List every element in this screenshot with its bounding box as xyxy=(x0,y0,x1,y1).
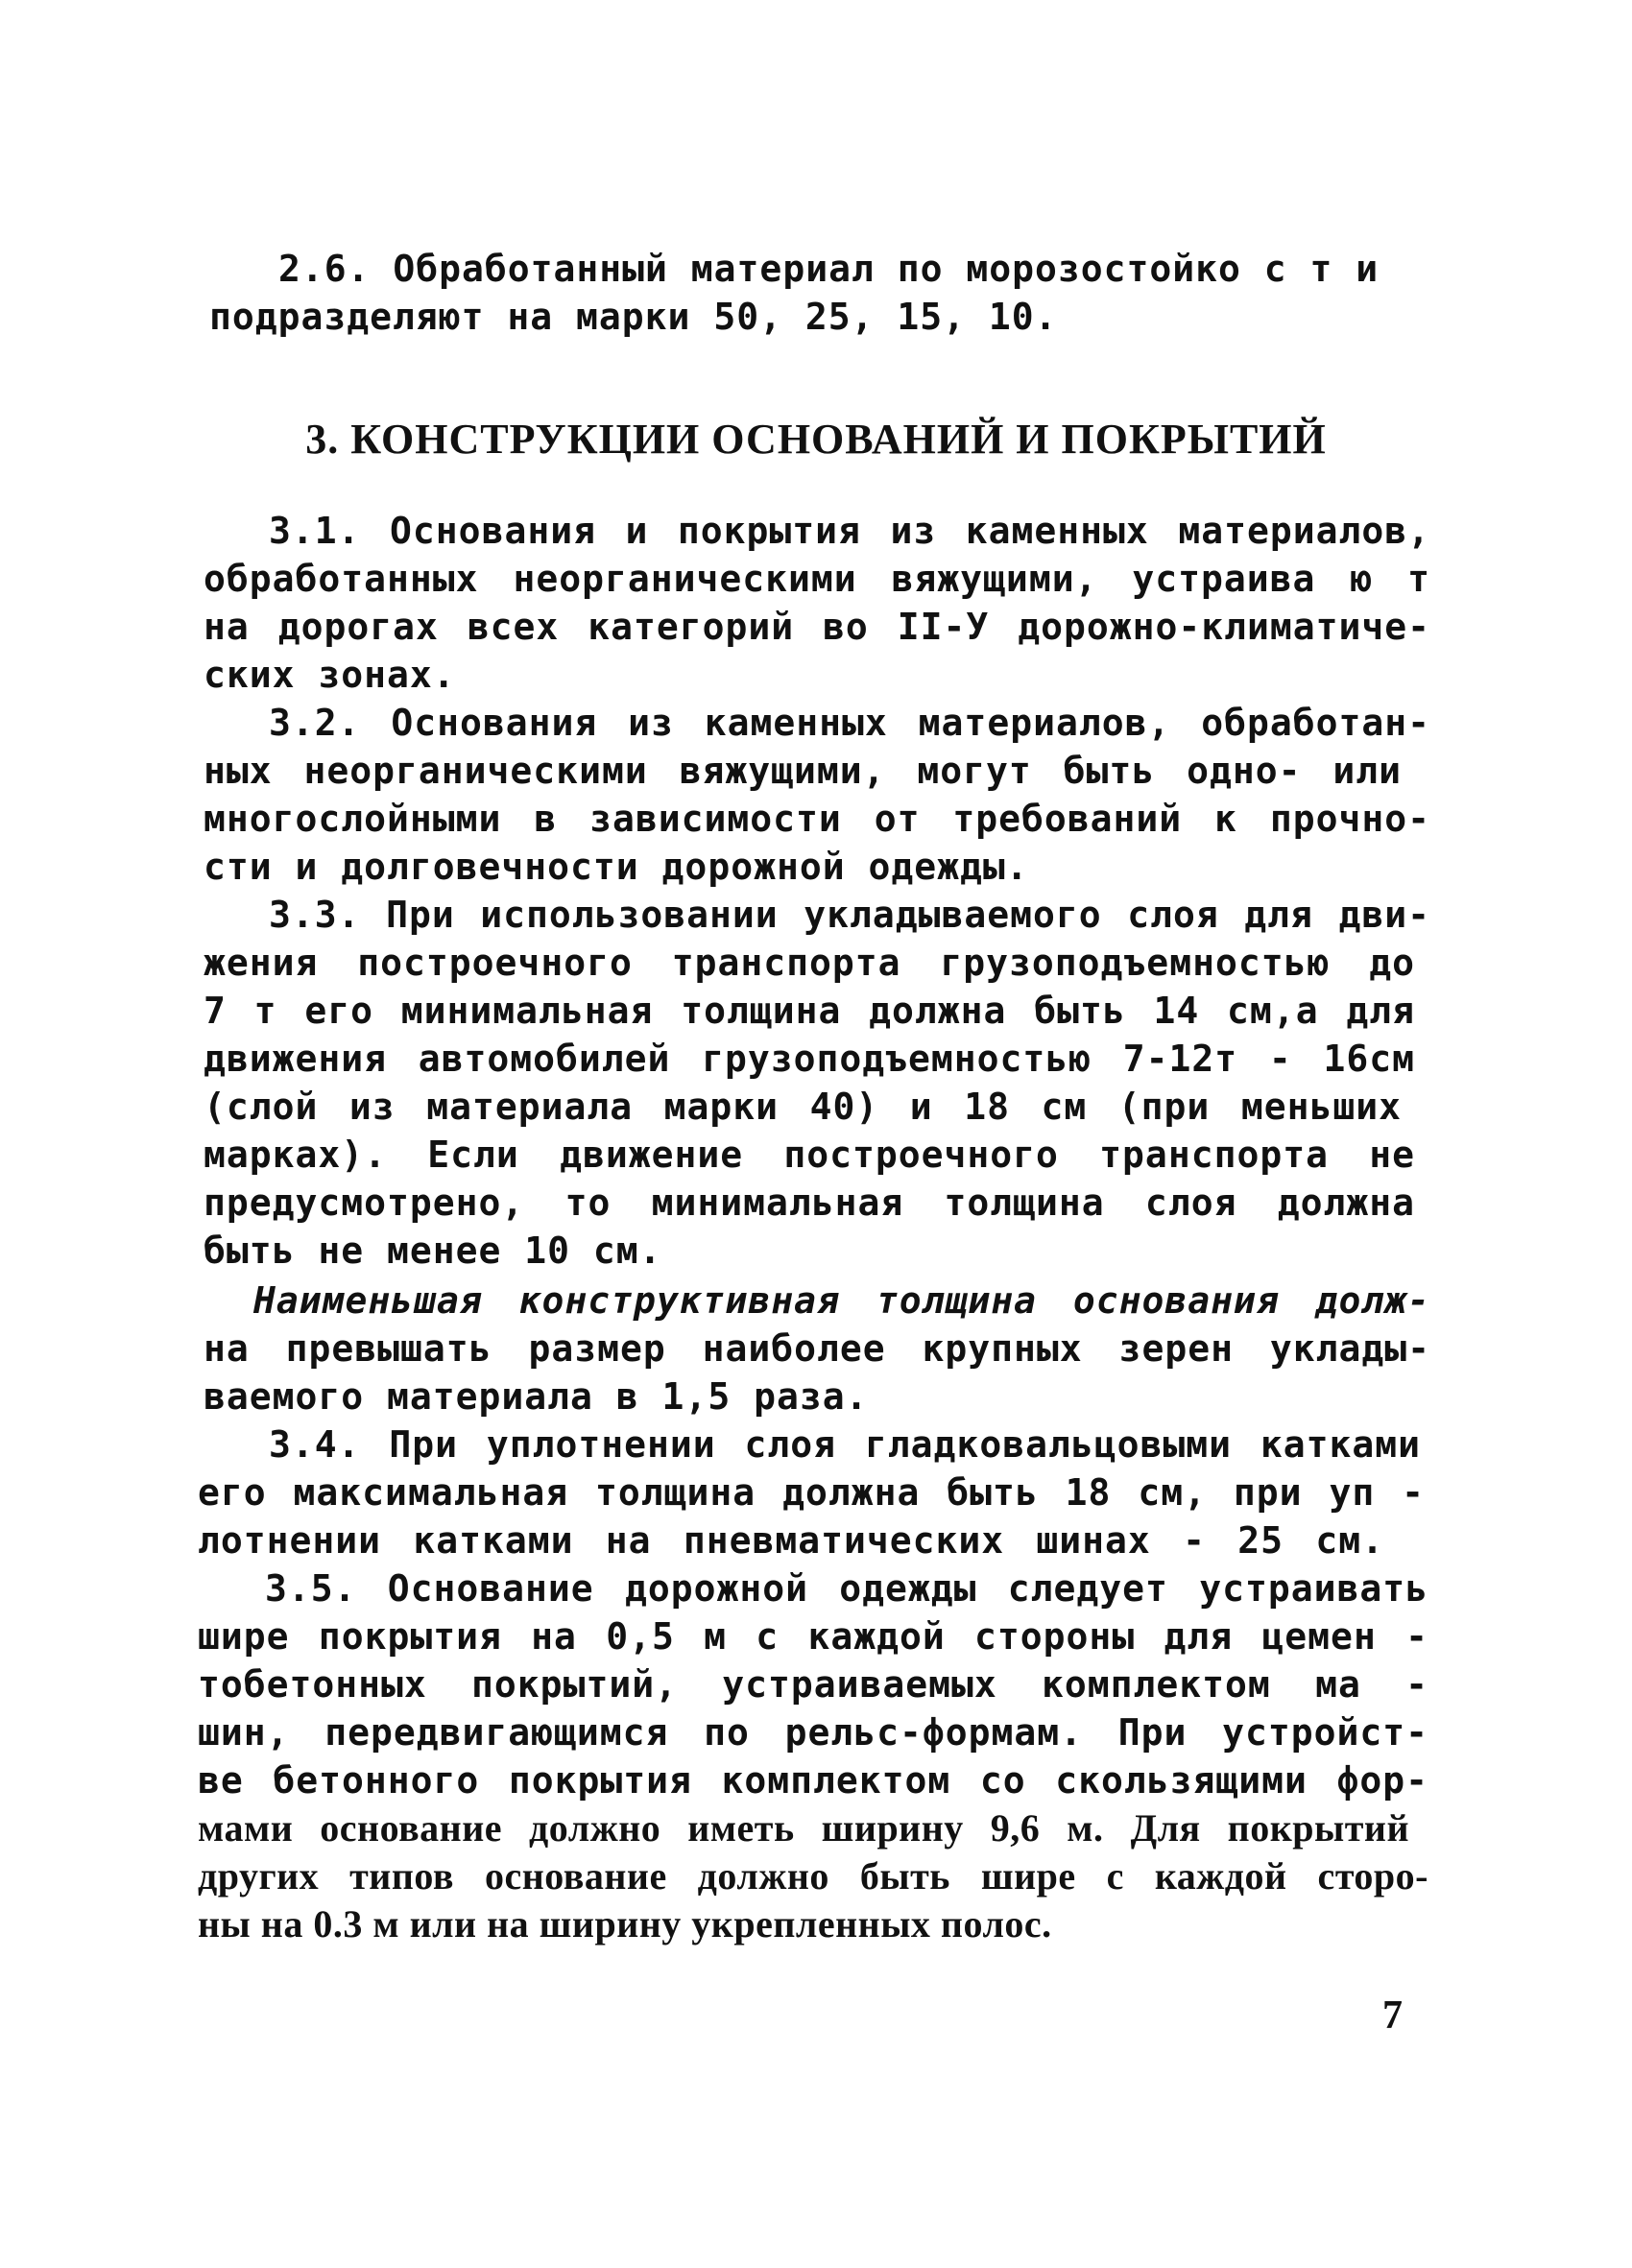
text-line: подразделяют на марки 50, 25, 15, 10. xyxy=(209,296,1058,338)
text-line: других типов основание должно быть шире с каждой сторо- xyxy=(198,1854,1428,1898)
text-line: его максимальная толщина должна быть 18 см, при уп - xyxy=(198,1471,1425,1514)
text-line: 7 т его минимальная толщина должна быть 14 см,а для xyxy=(204,990,1415,1032)
text-line: ских зонах. xyxy=(204,654,456,696)
text-line: 3.3. При использовании укладываемого слоя для дви- xyxy=(269,894,1430,936)
text-line: движения автомобилей грузоподъемностью 7-12т - 16см xyxy=(204,1038,1415,1080)
text-line: предусмотрено, то минимальная толщина слоя должна xyxy=(204,1182,1415,1224)
text-line: на дорогах всех категорий во II-У дорожно-климатиче- xyxy=(204,606,1430,648)
text-line: 3.4. При уплотнении слоя гладковальцовыми катками xyxy=(269,1423,1421,1466)
text-line: ве бетонного покрытия комплектом со скользящими фор- xyxy=(198,1759,1428,1802)
text-line: на превышать размер наиболее крупных зерен уклады- xyxy=(204,1327,1430,1370)
text-line: мами основание должно иметь ширину 9,6 м. Для покрытий xyxy=(198,1806,1409,1850)
text-line: ных неорганическими вяжущими, могут быть одно- или xyxy=(204,750,1402,792)
text-line: марках). Если движение построечного транспорта не xyxy=(204,1134,1415,1176)
text-line: лотнении катками на пневматических шинах - 25 см. xyxy=(198,1519,1384,1562)
text-line: ваемого материала в 1,5 раза. xyxy=(204,1375,869,1418)
text-line: ны на 0.3 м или на ширину укрепленных полос. xyxy=(198,1902,1052,1946)
page-number: 7 xyxy=(1382,1993,1403,2038)
text-line: обработанных неорганическими вяжущими, устраива ю т xyxy=(204,558,1430,600)
text-line: многослойными в зависимости от требований к прочно- xyxy=(204,798,1430,840)
text-line: жения построечного транспорта грузоподъемностью до xyxy=(204,942,1415,984)
text-line: 3.2. Основания из каменных материалов, обработан- xyxy=(269,702,1430,744)
text-line: 3.5. Основание дорожной одежды следует устраивать xyxy=(265,1567,1428,1610)
section-heading: 3. КОНСТРУКЦИИ ОСНОВАНИЙ И ПОКРЫТИЙ xyxy=(305,416,1327,463)
text-line: быть не менее 10 см. xyxy=(204,1229,662,1272)
text-line: шире покрытия на 0,5 м с каждой стороны для цемен - xyxy=(198,1615,1428,1658)
text-line: тобетонных покрытий, устраиваемых комплектом ма - xyxy=(198,1663,1428,1706)
text-line: шин, передвигающимся по рельс-формам. При устройст- xyxy=(198,1711,1428,1754)
text-line: 3.1. Основания и покрытия из каменных материалов, xyxy=(269,510,1430,552)
text-line: 2.6. Обработанный материал по морозостойко с т и xyxy=(278,248,1380,290)
text-line: Наименьшая конструктивная толщина основания долж- xyxy=(253,1279,1430,1322)
text-line: сти и долговечности дорожной одежды. xyxy=(204,846,1029,888)
text-line: (слой из материала марки 40) и 18 см (при меньших xyxy=(204,1086,1402,1128)
